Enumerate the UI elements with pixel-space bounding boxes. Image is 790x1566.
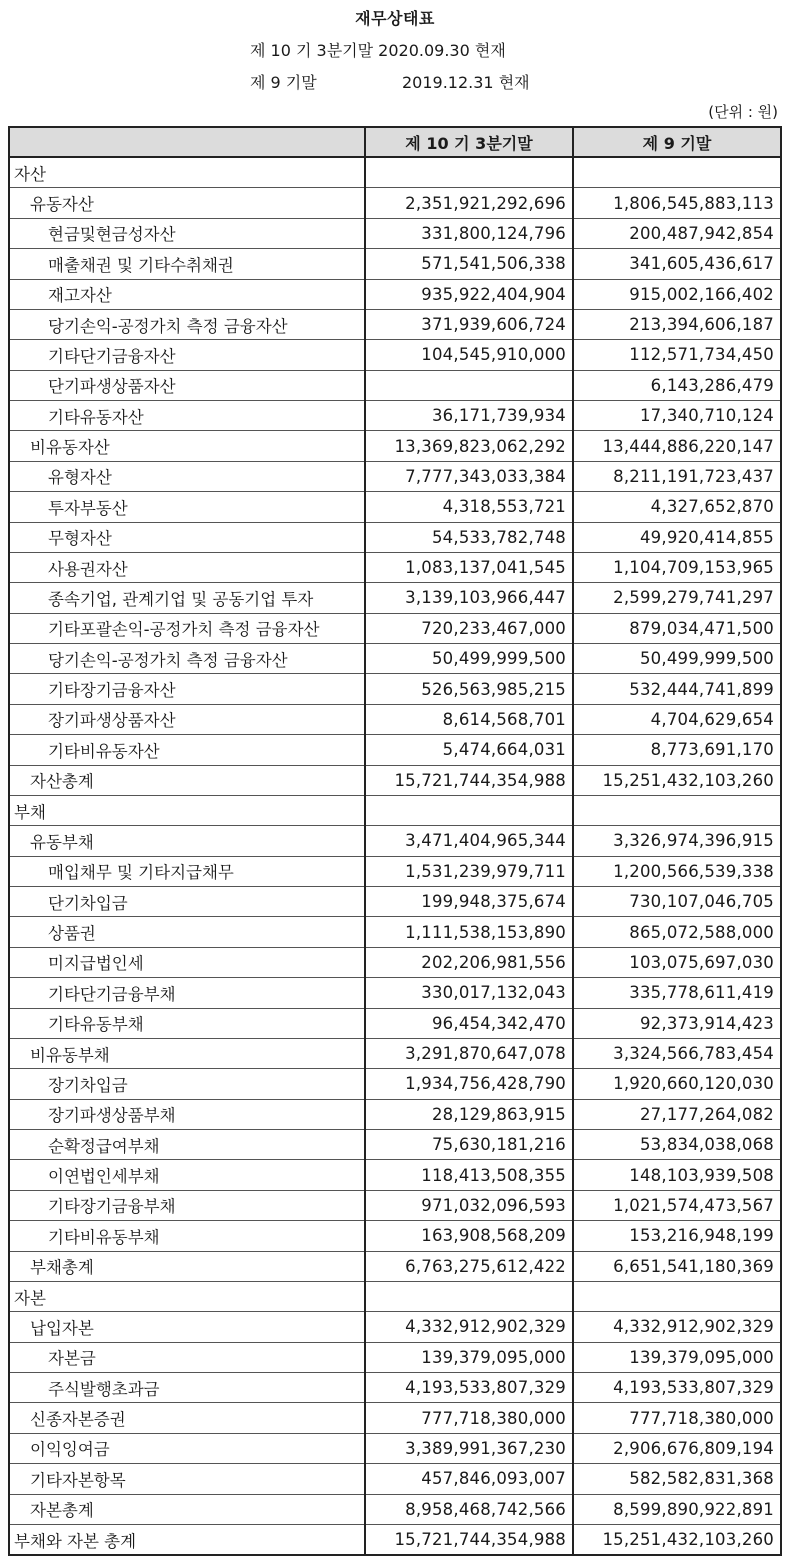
current-period-value: 3,389,991,367,230 — [365, 1433, 573, 1463]
current-period-value: 4,332,912,902,329 — [365, 1312, 573, 1342]
row-label: 단기파생상품자산 — [9, 370, 365, 400]
row-label: 자본 — [9, 1281, 365, 1311]
table-row — [9, 279, 781, 309]
current-period-value: 5,474,664,031 — [365, 735, 573, 765]
table-row — [9, 552, 781, 582]
prior-period-value: 148,103,939,508 — [573, 1160, 781, 1190]
column-header-prior-period: 제 9 기말 — [573, 127, 781, 157]
row-label: 기타유동부채 — [9, 1008, 365, 1038]
prior-period-value: 53,834,038,068 — [573, 1130, 781, 1160]
table-row — [9, 340, 781, 370]
table-row — [9, 1190, 781, 1220]
table-row — [9, 1342, 781, 1372]
row-label: 매입채무 및 기타지급채무 — [9, 856, 365, 886]
row-label: 기타단기금융자산 — [9, 340, 365, 370]
row-label: 기타장기금융부채 — [9, 1190, 365, 1220]
prior-period-value: 1,104,709,153,965 — [573, 552, 781, 582]
row-label: 유동자산 — [9, 188, 365, 218]
row-label: 단기차입금 — [9, 887, 365, 917]
table-row — [9, 188, 781, 218]
prior-period-value: 4,332,912,902,329 — [573, 1312, 781, 1342]
table-row — [9, 1099, 781, 1129]
row-label: 종속기업, 관계기업 및 공동기업 투자 — [9, 583, 365, 613]
row-label: 사용권자산 — [9, 552, 365, 582]
current-period-value: 526,563,985,215 — [365, 674, 573, 704]
row-label: 무형자산 — [9, 522, 365, 552]
table-row — [9, 613, 781, 643]
current-period-value: 163,908,568,209 — [365, 1221, 573, 1251]
table-row — [9, 370, 781, 400]
row-label: 기타자본항목 — [9, 1464, 365, 1494]
prior-period-value — [573, 795, 781, 825]
current-period-value: 202,206,981,556 — [365, 947, 573, 977]
row-label: 부채 — [9, 795, 365, 825]
prior-period-value: 1,200,566,539,338 — [573, 856, 781, 886]
prior-period-value: 1,920,660,120,030 — [573, 1069, 781, 1099]
current-period-value: 720,233,467,000 — [365, 613, 573, 643]
current-period-value: 8,958,468,742,566 — [365, 1494, 573, 1524]
current-period-value: 6,763,275,612,422 — [365, 1251, 573, 1281]
row-label: 당기손익-공정가치 측정 금융자산 — [9, 644, 365, 674]
table-row — [9, 218, 781, 248]
current-period-value: 371,939,606,724 — [365, 309, 573, 339]
table-header-row — [9, 127, 781, 157]
row-label: 비유동부채 — [9, 1038, 365, 1068]
prior-period-value: 139,379,095,000 — [573, 1342, 781, 1372]
current-period-value: 104,545,910,000 — [365, 340, 573, 370]
current-period-value: 1,934,756,428,790 — [365, 1069, 573, 1099]
prior-period-value: 2,906,676,809,194 — [573, 1433, 781, 1463]
row-label: 기타유동자산 — [9, 401, 365, 431]
prior-period-date: 2019.12.31 현재 — [402, 73, 530, 92]
table-row — [9, 917, 781, 947]
table-row — [9, 1069, 781, 1099]
prior-period-value: 915,002,166,402 — [573, 279, 781, 309]
current-period-value: 971,032,096,593 — [365, 1190, 573, 1220]
table-row — [9, 431, 781, 461]
prior-period-value — [573, 1281, 781, 1311]
row-label: 기타단기금융부채 — [9, 978, 365, 1008]
prior-period-value: 8,211,191,723,437 — [573, 461, 781, 491]
current-period-label: 제 10 기 3분기말 2020.09.30 현재 — [250, 41, 506, 60]
current-period-value: 8,614,568,701 — [365, 704, 573, 734]
current-period-value: 50,499,999,500 — [365, 644, 573, 674]
prior-period-value: 879,034,471,500 — [573, 613, 781, 643]
prior-period-value: 15,251,432,103,260 — [573, 1524, 781, 1555]
document-title: 재무상태표 — [355, 9, 435, 28]
current-period-value: 75,630,181,216 — [365, 1130, 573, 1160]
prior-period-value: 213,394,606,187 — [573, 309, 781, 339]
prior-period-value: 4,193,533,807,329 — [573, 1373, 781, 1403]
table-row — [9, 704, 781, 734]
prior-period-value: 865,072,588,000 — [573, 917, 781, 947]
prior-period-label: 제 9 기말 — [250, 73, 317, 92]
prior-period-value: 15,251,432,103,260 — [573, 765, 781, 795]
balance-sheet-table — [8, 126, 782, 1556]
row-label: 신종자본증권 — [9, 1403, 365, 1433]
prior-period-value: 153,216,948,199 — [573, 1221, 781, 1251]
prior-period-value: 777,718,380,000 — [573, 1403, 781, 1433]
table-row — [9, 1312, 781, 1342]
table-row — [9, 1433, 781, 1463]
row-label: 자본총계 — [9, 1494, 365, 1524]
row-label: 자산 — [9, 157, 365, 188]
row-label: 기타포괄손익-공정가치 측정 금융자산 — [9, 613, 365, 643]
current-period-value — [365, 370, 573, 400]
current-period-value: 15,721,744,354,988 — [365, 1524, 573, 1555]
prior-period-value: 103,075,697,030 — [573, 947, 781, 977]
row-label: 기타비유동자산 — [9, 735, 365, 765]
row-label: 장기파생상품자산 — [9, 704, 365, 734]
table-row — [9, 309, 781, 339]
current-period-value — [365, 795, 573, 825]
current-period-value — [365, 1281, 573, 1311]
prior-period-value: 49,920,414,855 — [573, 522, 781, 552]
prior-period-value: 200,487,942,854 — [573, 218, 781, 248]
table-row — [9, 978, 781, 1008]
current-period-value: 118,413,508,355 — [365, 1160, 573, 1190]
prior-period-value: 1,806,545,883,113 — [573, 188, 781, 218]
prior-period-value: 1,021,574,473,567 — [573, 1190, 781, 1220]
prior-period-value: 2,599,279,741,297 — [573, 583, 781, 613]
table-row — [9, 492, 781, 522]
table-row — [9, 1038, 781, 1068]
prior-period-value: 6,143,286,479 — [573, 370, 781, 400]
table-row — [9, 522, 781, 552]
current-period-value: 1,083,137,041,545 — [365, 552, 573, 582]
prior-period-value: 582,582,831,368 — [573, 1464, 781, 1494]
row-label: 납입자본 — [9, 1312, 365, 1342]
row-label: 이익잉여금 — [9, 1433, 365, 1463]
current-period-value: 4,318,553,721 — [365, 492, 573, 522]
row-label: 현금및현금성자산 — [9, 218, 365, 248]
table-row — [9, 674, 781, 704]
row-label: 이연법인세부채 — [9, 1160, 365, 1190]
prior-period-value: 17,340,710,124 — [573, 401, 781, 431]
row-label: 당기손익-공정가치 측정 금융자산 — [9, 309, 365, 339]
table-row — [9, 157, 781, 188]
table-row — [9, 644, 781, 674]
row-label: 순확정급여부채 — [9, 1130, 365, 1160]
table-row — [9, 795, 781, 825]
current-period-value: 330,017,132,043 — [365, 978, 573, 1008]
prior-period-value: 532,444,741,899 — [573, 674, 781, 704]
row-label: 장기차입금 — [9, 1069, 365, 1099]
current-period-value: 1,531,239,979,711 — [365, 856, 573, 886]
row-label: 재고자산 — [9, 279, 365, 309]
table-row — [9, 1251, 781, 1281]
row-label: 기타비유동부채 — [9, 1221, 365, 1251]
table-row — [9, 583, 781, 613]
prior-period-value: 13,444,886,220,147 — [573, 431, 781, 461]
prior-period-value: 4,327,652,870 — [573, 492, 781, 522]
current-period-value: 777,718,380,000 — [365, 1403, 573, 1433]
row-label: 투자부동산 — [9, 492, 365, 522]
table-row — [9, 401, 781, 431]
table-row — [9, 887, 781, 917]
current-period-value: 199,948,375,674 — [365, 887, 573, 917]
table-row — [9, 1221, 781, 1251]
row-label: 자본금 — [9, 1342, 365, 1372]
current-period-value: 571,541,506,338 — [365, 249, 573, 279]
prior-period-value: 730,107,046,705 — [573, 887, 781, 917]
current-period-value: 3,471,404,965,344 — [365, 826, 573, 856]
current-period-value: 457,846,093,007 — [365, 1464, 573, 1494]
prior-period-value: 8,773,691,170 — [573, 735, 781, 765]
table-row — [9, 947, 781, 977]
prior-period-value: 112,571,734,450 — [573, 340, 781, 370]
table-body — [9, 157, 781, 1555]
prior-period-value: 3,324,566,783,454 — [573, 1038, 781, 1068]
table-row — [9, 1130, 781, 1160]
prior-period-value: 6,651,541,180,369 — [573, 1251, 781, 1281]
column-header-account — [9, 127, 365, 157]
row-label: 장기파생상품부채 — [9, 1099, 365, 1129]
table-row — [9, 1524, 781, 1555]
current-period-value: 28,129,863,915 — [365, 1099, 573, 1129]
current-period-value: 3,291,870,647,078 — [365, 1038, 573, 1068]
table-row — [9, 765, 781, 795]
current-period-value: 15,721,744,354,988 — [365, 765, 573, 795]
current-period-value: 7,777,343,033,384 — [365, 461, 573, 491]
current-period-value: 935,922,404,904 — [365, 279, 573, 309]
current-period-value: 13,369,823,062,292 — [365, 431, 573, 461]
column-header-current-period: 제 10 기 3분기말 — [365, 127, 573, 157]
current-period-value: 36,171,739,934 — [365, 401, 573, 431]
prior-period-value: 92,373,914,423 — [573, 1008, 781, 1038]
table-row — [9, 1160, 781, 1190]
unit-label: (단위 : 원) — [708, 103, 778, 121]
current-period-value: 139,379,095,000 — [365, 1342, 573, 1372]
table-row — [9, 856, 781, 886]
prior-period-value: 27,177,264,082 — [573, 1099, 781, 1129]
prior-period-value: 4,704,629,654 — [573, 704, 781, 734]
current-period-value: 54,533,782,748 — [365, 522, 573, 552]
current-period-value: 3,139,103,966,447 — [365, 583, 573, 613]
prior-period-value: 50,499,999,500 — [573, 644, 781, 674]
row-label: 유형자산 — [9, 461, 365, 491]
prior-period-value: 3,326,974,396,915 — [573, 826, 781, 856]
current-period-value — [365, 157, 573, 188]
row-label: 기타장기금융자산 — [9, 674, 365, 704]
table-row — [9, 1008, 781, 1038]
row-label: 주식발행초과금 — [9, 1373, 365, 1403]
row-label: 미지급법인세 — [9, 947, 365, 977]
table-row — [9, 249, 781, 279]
current-period-value: 4,193,533,807,329 — [365, 1373, 573, 1403]
row-label: 상품권 — [9, 917, 365, 947]
current-period-value: 96,454,342,470 — [365, 1008, 573, 1038]
row-label: 부채총계 — [9, 1251, 365, 1281]
table-row — [9, 461, 781, 491]
prior-period-value: 341,605,436,617 — [573, 249, 781, 279]
table-row — [9, 735, 781, 765]
table-row — [9, 1494, 781, 1524]
row-label: 매출채권 및 기타수취채권 — [9, 249, 365, 279]
table-row — [9, 1373, 781, 1403]
prior-period-value: 335,778,611,419 — [573, 978, 781, 1008]
table-row — [9, 1281, 781, 1311]
table-row — [9, 1403, 781, 1433]
row-label: 비유동자산 — [9, 431, 365, 461]
row-label: 자산총계 — [9, 765, 365, 795]
current-period-value: 2,351,921,292,696 — [365, 188, 573, 218]
table-row — [9, 826, 781, 856]
row-label: 유동부채 — [9, 826, 365, 856]
current-period-value: 1,111,538,153,890 — [365, 917, 573, 947]
prior-period-value — [573, 157, 781, 188]
current-period-value: 331,800,124,796 — [365, 218, 573, 248]
row-label: 부채와 자본 총계 — [9, 1524, 365, 1555]
table-row — [9, 1464, 781, 1494]
prior-period-value: 8,599,890,922,891 — [573, 1494, 781, 1524]
